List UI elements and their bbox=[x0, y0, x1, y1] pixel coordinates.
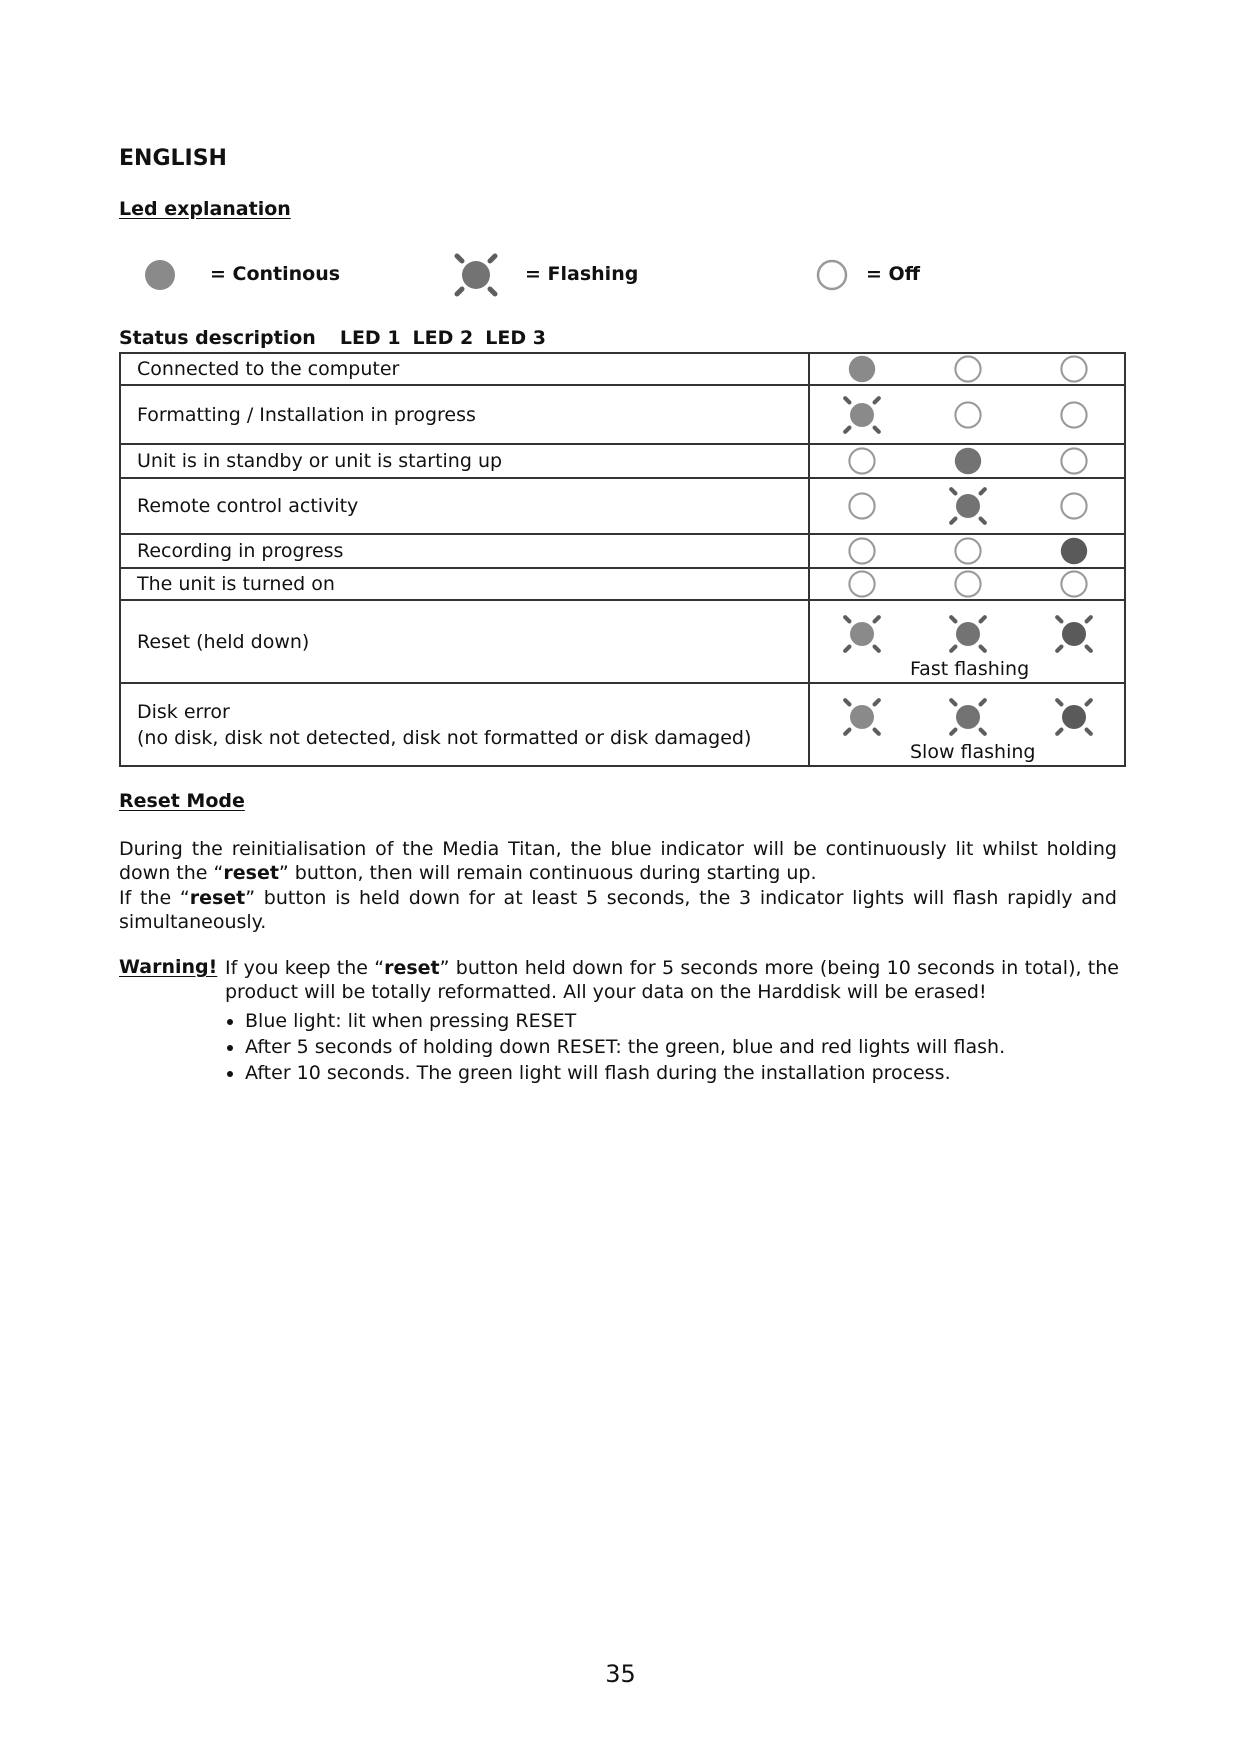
led2-header: LED 2 bbox=[412, 327, 474, 349]
row-description: Recording in progress bbox=[120, 534, 809, 568]
led1-flashing-icon bbox=[844, 616, 880, 652]
row-description: Reset (held down) bbox=[120, 600, 809, 683]
led1-off-icon bbox=[844, 566, 880, 602]
led2-off-icon bbox=[950, 533, 986, 569]
status-header bbox=[119, 327, 554, 349]
led3-off-icon bbox=[1056, 351, 1092, 387]
text-run: ” button held down for 5 seconds more (being 10 seconds in total), the product will be totally reformatted. All your data on the Harddisk will be erased! bbox=[225, 957, 1119, 1003]
table-row bbox=[120, 444, 1125, 478]
led1-continuous-icon bbox=[844, 351, 880, 387]
bold-reset: reset bbox=[189, 887, 246, 909]
status-table bbox=[119, 352, 1126, 767]
row-description: Unit is in standby or unit is starting up bbox=[120, 444, 809, 478]
text-run: If the “ bbox=[119, 887, 190, 909]
legend-flashing-label: = Flashing bbox=[525, 263, 639, 285]
legend-flashing-led-icon bbox=[446, 245, 506, 305]
led1-off-icon bbox=[844, 533, 880, 569]
table-row bbox=[120, 600, 1125, 683]
row-leds bbox=[809, 353, 1125, 385]
reset-mode-paragraph-2 bbox=[119, 886, 1117, 934]
row-leds bbox=[809, 385, 1125, 444]
led3-flashing-icon bbox=[1056, 616, 1092, 652]
slow-flashing-note: Slow flashing bbox=[910, 741, 1036, 763]
warning-label: Warning! bbox=[119, 956, 218, 978]
text-run: ” button is held down for at least 5 seconds, the 3 indicator lights will flash rapidly and simultaneously. bbox=[119, 887, 1117, 933]
row-leds bbox=[809, 600, 1125, 683]
led2-continuous-icon bbox=[950, 443, 986, 479]
reset-mode-title: Reset Mode bbox=[119, 790, 245, 812]
row-description: Formatting / Installation in progress bbox=[120, 385, 809, 444]
legend-continuous-label: = Continous bbox=[210, 263, 341, 285]
led2-flashing-icon bbox=[950, 616, 986, 652]
led1-off-icon bbox=[844, 443, 880, 479]
warning-text bbox=[225, 956, 1119, 1004]
row-leds bbox=[809, 683, 1125, 766]
status-description-header: Status description bbox=[119, 327, 316, 349]
disk-error-details: (no disk, disk not detected, disk not formatted or disk damaged) bbox=[137, 726, 752, 749]
row-leds bbox=[809, 534, 1125, 568]
text-run: ” button, then will remain continuous during starting up. bbox=[278, 862, 817, 884]
reset-mode-paragraph-1 bbox=[119, 837, 1117, 885]
led1-off-icon bbox=[844, 488, 880, 524]
text-run: If you keep the “ bbox=[225, 957, 385, 979]
led3-continuous-icon bbox=[1056, 533, 1092, 569]
led3-flashing-icon bbox=[1056, 699, 1092, 735]
led2-off-icon bbox=[950, 351, 986, 387]
fast-flashing-note: Fast flashing bbox=[910, 658, 1030, 680]
legend-off-led-icon bbox=[814, 257, 850, 293]
page-heading: ENGLISH bbox=[119, 146, 227, 171]
led3-off-icon bbox=[1056, 443, 1092, 479]
row-leds bbox=[809, 444, 1125, 478]
row-description: The unit is turned on bbox=[120, 568, 809, 600]
led-explanation-title: Led explanation bbox=[119, 198, 291, 220]
led3-off-icon bbox=[1056, 566, 1092, 602]
led2-off-icon bbox=[950, 566, 986, 602]
led2-flashing-icon bbox=[950, 699, 986, 735]
row-leds bbox=[809, 478, 1125, 534]
list-item: • After 5 seconds of holding down RESET: the green, blue and red lights will flash. bbox=[245, 1034, 1005, 1060]
led1-flashing-icon bbox=[844, 397, 880, 433]
text-run: During the reinitialisation of the Media Titan, the blue indicator will be continuously lit whilst holding down the “ bbox=[119, 838, 1117, 884]
legend-off-label: = Off bbox=[866, 263, 921, 285]
disk-error-title: Disk error bbox=[137, 700, 230, 723]
led2-off-icon bbox=[950, 397, 986, 433]
table-row bbox=[120, 534, 1125, 568]
bold-reset: reset bbox=[223, 862, 279, 884]
table-row bbox=[120, 385, 1125, 444]
led2-flashing-icon bbox=[950, 488, 986, 524]
row-description: Connected to the computer bbox=[120, 353, 809, 385]
page-number: 35 bbox=[605, 1660, 636, 1688]
bold-reset: reset bbox=[384, 957, 440, 979]
row-description: Remote control activity bbox=[120, 478, 809, 534]
row-leds bbox=[809, 568, 1125, 600]
led1-header: LED 1 bbox=[339, 327, 401, 349]
list-item: • After 10 seconds. The green light will flash during the installation process. bbox=[245, 1060, 1005, 1086]
list-item: • Blue light: lit when pressing RESET bbox=[245, 1008, 1005, 1034]
table-row bbox=[120, 568, 1125, 600]
table-row bbox=[120, 353, 1125, 385]
table-row bbox=[120, 478, 1125, 534]
led3-off-icon bbox=[1056, 397, 1092, 433]
led3-off-icon bbox=[1056, 488, 1092, 524]
led3-header: LED 3 bbox=[485, 327, 546, 349]
warning-bullet-list bbox=[225, 1008, 1005, 1086]
legend-continuous-led-icon bbox=[142, 257, 178, 293]
table-row bbox=[120, 683, 1125, 766]
row-description bbox=[120, 683, 809, 766]
led1-flashing-icon bbox=[844, 699, 880, 735]
